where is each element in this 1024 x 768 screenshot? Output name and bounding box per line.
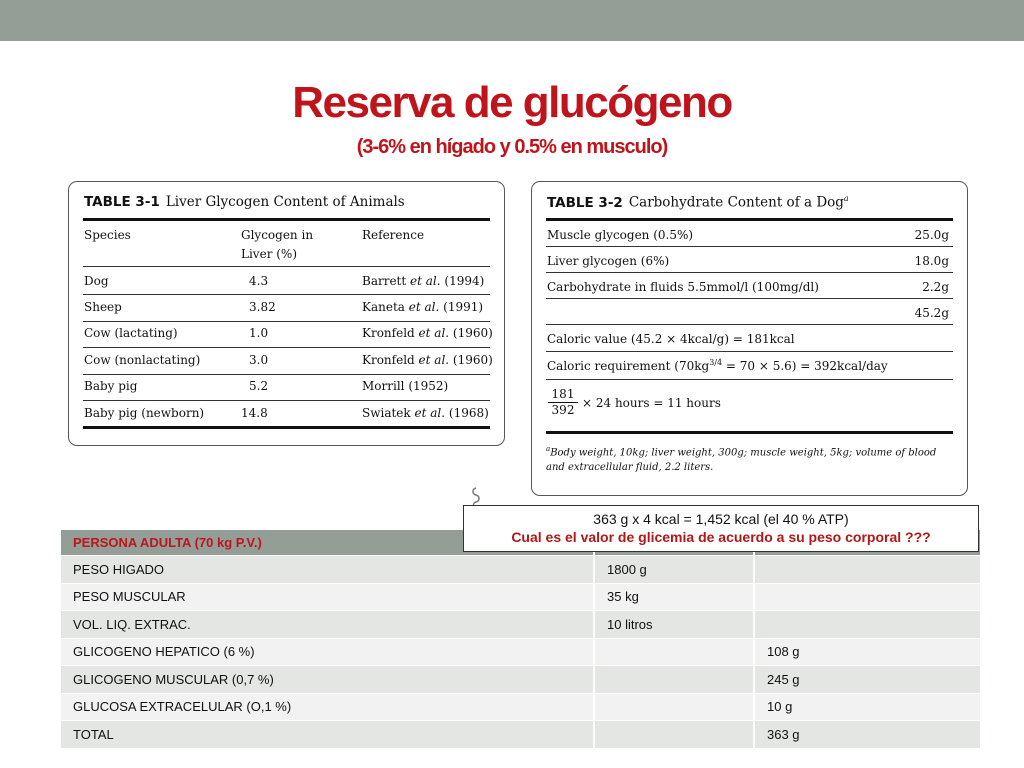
slide-subtitle: (3-6% en hígado y 0.5% en musculo) [356,136,668,158]
header-cell: PERSONA ADULTA (70 kg P.V.) [61,530,595,556]
footnote-marker: a [843,194,849,203]
row-value: 10 litros [595,611,755,639]
species-cell: Dog [84,274,109,288]
row-result [755,584,982,612]
fraction-denominator: 392 [551,403,575,417]
reference-cell [362,300,483,314]
ref-author: Kaneta [362,300,405,314]
rule [83,374,490,375]
dog-carb-total: 45.2g [914,306,949,320]
rule [546,431,953,434]
rule [546,379,953,380]
table-3-2-title: Carbohydrate Content of a Dog [628,194,844,211]
fraction-numerator: 181 [548,387,578,403]
ref-author: Kronfeld [362,326,415,340]
row-label: VOL. LIQ. EXTRAC. [61,611,595,639]
calculation-line: 363 g x 4 kcal = 1,452 kcal (el 40 % ATP) [593,511,849,527]
row-label: GLICOGENO HEPATICO (6 %) [61,639,595,667]
glycogen-cell: 14.8 [241,406,268,420]
row-label: TOTAL [61,721,595,749]
slide-title: Reserva de glucógeno [292,78,732,127]
species-cell: Sheep [84,300,122,314]
rule [83,266,490,267]
row-result: 10 g [755,694,982,722]
rule [546,298,953,299]
species-cell: Cow (lactating) [84,326,178,340]
rule [546,246,953,247]
rule [546,272,953,273]
species-cell: Baby pig (newborn) [84,406,205,420]
question-line: Cual es el valor de glicemia de acuerdo a su peso corporal ??? [511,529,931,545]
rule [546,324,953,325]
caloric-req-exponent: 3/4 [709,358,723,367]
caloric-requirement [547,358,888,373]
ref-etal: et al. [414,406,446,420]
table-row [61,694,982,722]
rule [83,321,490,322]
col-header-glycogen: Glycogen in [241,228,314,242]
ref-author: Barrett [362,274,407,288]
table-3-2-label: TABLE 3-2 [547,194,623,211]
ref-year: (1968) [448,406,489,420]
adult-person-table [61,530,982,749]
caloric-req-text: = 70 × 5.6) = 392kcal/day [722,359,888,373]
table-row [61,584,982,612]
table-row [61,556,982,584]
dog-carb-label: Carbohydrate in fluids 5.5mmol/l (100mg/dl) [547,280,819,294]
species-cell: Baby pig [84,379,138,393]
table-row [61,666,982,694]
table-3-1-image [68,181,505,446]
table-row [61,611,982,639]
hours-equation: × 24 hours = 11 hours [582,396,721,410]
glycogen-cell: 5.2 [249,379,269,393]
row-label: PESO HIGADO [61,556,595,584]
reference-cell [362,326,493,340]
table-row-total [61,721,982,749]
row-value: 1800 g [595,556,755,584]
row-result: 245 g [755,666,982,694]
row-result: 363 g [755,721,982,749]
footnote-marker: a [546,445,551,453]
row-value: 35 kg [595,584,755,612]
ref-etal: et al. [418,326,450,340]
ref-author: Kronfeld [362,353,415,367]
top-bar [0,0,1024,41]
ref-year: (1991) [443,300,484,314]
ref-year: (1960) [452,326,493,340]
table-3-1-caption [84,194,405,210]
dog-carb-label: Muscle glycogen (0.5%) [547,228,694,242]
col-header-liver: Liver (%) [241,247,298,261]
dog-carb-value: 18.0g [914,254,949,268]
table-3-1-title: Liver Glycogen Content of Animals [165,194,405,210]
species-cell: Cow (nonlactating) [84,353,201,367]
dog-carb-value: 25.0g [914,228,949,242]
row-value [595,694,755,722]
ref-author: Swiatek [362,406,411,420]
rule [546,351,953,352]
glycogen-cell: 3.0 [249,353,269,367]
footnote-text: Body weight, 10kg; liver weight, 300g; muscle weight, 5kg; volume of blood and extracellular fluid, 2.2 liters. [546,447,937,474]
calculation-box [463,505,979,552]
rule [83,426,490,429]
fraction [548,387,578,417]
row-value [595,721,755,749]
ref-author: Morrill (1952) [362,379,449,393]
reference-cell [362,353,493,367]
rule [546,218,953,221]
table-row [61,639,982,667]
reference-cell [362,406,489,420]
reference-cell [362,274,484,288]
row-result [755,611,982,639]
glycogen-cell: 3.82 [249,300,276,314]
col-header-species: Species [84,228,131,242]
row-result: 108 g [755,639,982,667]
row-label: GLICOGENO MUSCULAR (0,7 %) [61,666,595,694]
dog-carb-value: 2.2g [922,280,949,294]
row-value [595,666,755,694]
rule [83,218,490,221]
table-3-2-image [531,181,968,496]
ref-etal: et al. [418,353,450,367]
ref-etal: et al. [410,274,441,288]
caloric-req-text: Caloric requirement (70kg [547,359,710,373]
caloric-value: Caloric value (45.2 × 4kcal/g) = 181kcal [547,332,795,346]
glycogen-cell: 1.0 [249,326,269,340]
col-header-reference: Reference [362,228,425,242]
row-label: PESO MUSCULAR [61,584,595,612]
table-3-2-footnote [546,442,956,475]
table-3-2-caption [547,194,849,211]
ref-year: (1960) [452,353,493,367]
dog-carb-label: Liver glycogen (6%) [547,254,670,268]
row-label: GLUCOSA EXTRACELULAR (O,1 %) [61,694,595,722]
rule [83,347,490,348]
rule [83,294,490,295]
glycogen-cell: 4.3 [249,274,269,288]
reference-cell [362,379,448,393]
row-value [595,639,755,667]
rule [83,400,490,401]
row-result [755,556,982,584]
ref-year: (1994) [444,274,485,288]
table-3-1-label: TABLE 3-1 [84,194,160,210]
ref-etal: et al. [408,300,440,314]
